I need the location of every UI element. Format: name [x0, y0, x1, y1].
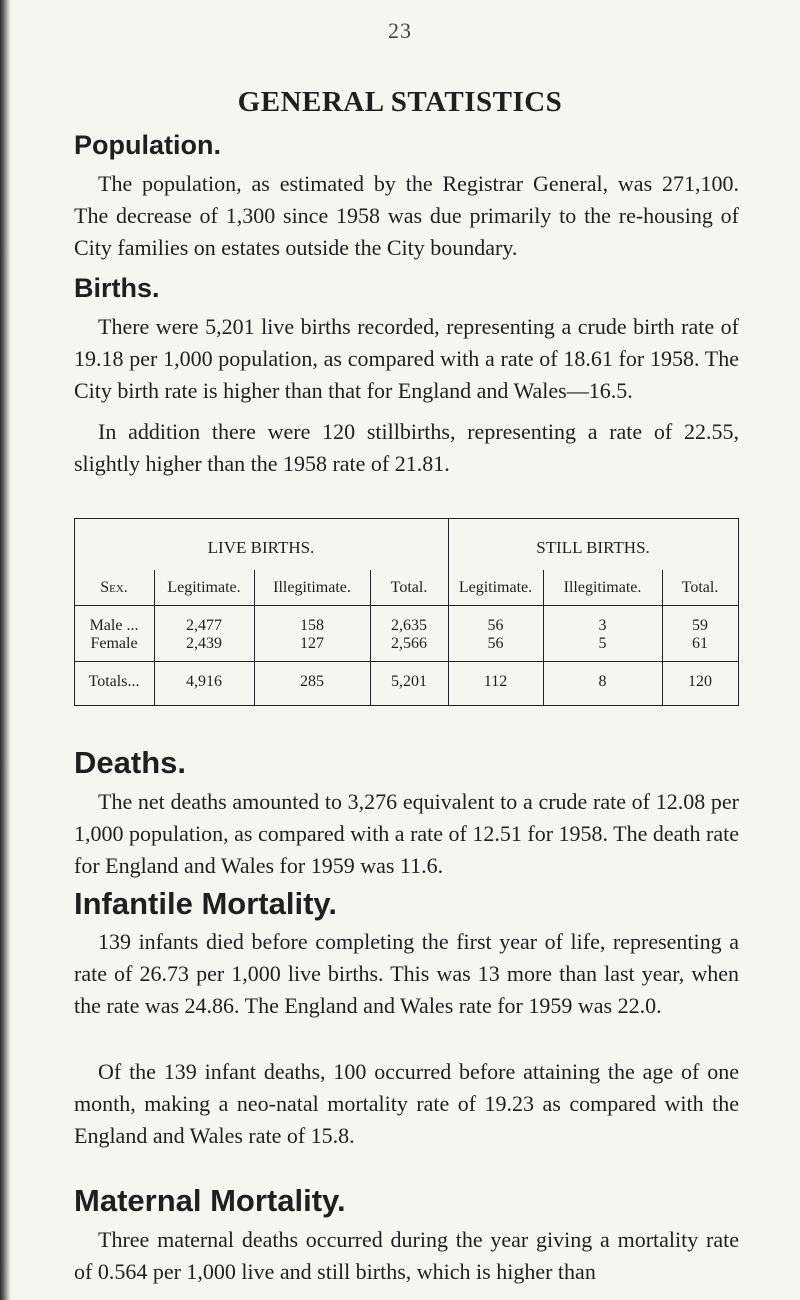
totals-row-label: Totals... — [88, 673, 140, 690]
deaths-paragraph: The net deaths amounted to 3,276 equivalent to a crude rate of 12.08 per 1,000 population, as compared with a rate of 12.51 for 1958. The death rate for England and Wales for 1959 was 11.6. — [74, 789, 739, 878]
totals-cell: 285 — [300, 673, 324, 690]
infantile-paragraph-1: 139 infants died before completing the first year of life, representing a rate of 26.73 per 1,000 live births. This was 13 more than last year, when the rate was 24.86. The England and Wales rate for 1959 was 22.0. — [74, 929, 739, 1018]
table-cell: 56 — [487, 635, 504, 652]
col-header-live-total: Total. — [390, 579, 428, 596]
col-header-live-legitimate: Legitimate. — [167, 579, 241, 596]
page-spine — [0, 0, 10, 1300]
col-header-sex: Sex. — [100, 579, 128, 596]
infantile-mortality-heading: Infantile Mortality. — [74, 886, 337, 921]
table-row-label: Female — [90, 635, 138, 652]
births-table — [74, 518, 739, 706]
col-header-still-illegitimate: Illegitimate. — [563, 579, 642, 596]
population-paragraph: The population, as estimated by the Registrar General, was 271,100. The decrease of 1,300 since 1958 was due primarily to the re-housing of City families on estates outside the City boundary. — [74, 171, 739, 260]
col-header-live-illegitimate: Illegitimate. — [273, 579, 351, 596]
page-number: 23 — [388, 18, 412, 43]
page-title: GENERAL STATISTICS — [237, 86, 563, 118]
col-header-still-total: Total. — [681, 579, 719, 596]
births-heading: Births. — [74, 273, 160, 303]
table-row-label: Male ... — [89, 617, 139, 634]
totals-cell: 5,201 — [391, 673, 427, 690]
table-cell: 127 — [300, 635, 324, 652]
totals-cell: 4,916 — [186, 673, 222, 690]
table-cell: 61 — [692, 635, 708, 652]
births-paragraph-2: In addition there were 120 stillbirths, representing a rate of 22.55, slightly higher than the 1958 rate of 21.81. — [74, 419, 739, 476]
births-paragraph-1: There were 5,201 live births recorded, representing a crude birth rate of 19.18 per 1,000 population, as compared with a rate of 18.61 for 1958. The City birth rate is higher than that for England and Wales—16.5. — [74, 314, 739, 403]
totals-cell: 112 — [483, 673, 508, 690]
totals-cell: 8 — [598, 673, 607, 690]
live-births-group-header: LIVE BIRTHS. — [207, 538, 315, 557]
table-cell: 2,477 — [186, 617, 222, 634]
table-cell: 56 — [487, 617, 504, 634]
population-heading: Population. — [74, 130, 221, 160]
table-cell: 59 — [692, 617, 708, 634]
table-cell: 2,566 — [391, 635, 427, 652]
still-births-group-header: STILL BIRTHS. — [536, 538, 650, 557]
table-cell: 3 — [598, 617, 607, 634]
col-header-still-legitimate: Legitimate. — [458, 579, 533, 596]
maternal-mortality-heading: Maternal Mortality. — [74, 1183, 346, 1218]
maternal-paragraph: Three maternal deaths occurred during the year giving a mortality rate of 0.564 per 1,000 live and still births, which is higher than — [74, 1227, 739, 1284]
table-cell: 2,439 — [186, 635, 222, 652]
table-cell: 2,635 — [391, 617, 427, 634]
table-cell: 158 — [300, 617, 324, 634]
table-cell: 5 — [598, 635, 607, 652]
infantile-paragraph-2: Of the 139 infant deaths, 100 occurred before attaining the age of one month, making a neo-natal mortality rate of 19.23 as compared with the England and Wales rate of 15.8. — [74, 1059, 739, 1148]
totals-cell: 120 — [688, 673, 712, 690]
deaths-heading: Deaths. — [74, 745, 186, 780]
